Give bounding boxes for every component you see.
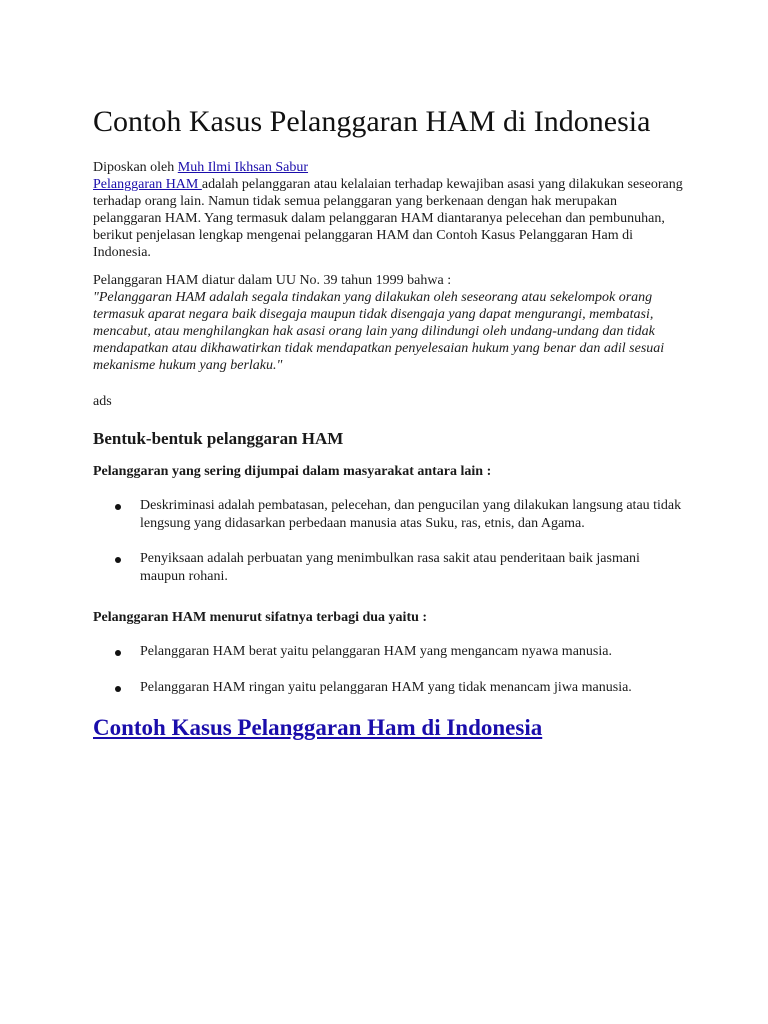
list-item-text: Pelanggaran HAM ringan yaitu pelanggaran HAM yang tidak menancam jiwa manusia. <box>140 679 632 695</box>
page-title: Contoh Kasus Pelanggaran HAM di Indonesia <box>93 105 651 138</box>
pelanggaran-ham-link[interactable]: Pelanggaran HAM <box>93 177 202 192</box>
document-page <box>93 104 683 742</box>
intro-text: adalah pelanggaran atau kelalaian terhadap kewajiban asasi yang dilakukan seseorang terhadap orang lain. Namun tidak semua pelanggaran yang berkenaan dengan hak merupakan pelanggaran HAM. Yang termasuk dalam pelanggaran HAM diantaranya pelecehan dan pembunuhan, berikut penjelasan lengkap mengenai pelanggaran HAM dan Contoh Kasus Pelanggaran Ham di Indonesia. <box>93 177 683 260</box>
byline-prefix: Diposkan oleh <box>93 160 178 175</box>
list-item-text: Penyiksaan adalah perbuatan yang menimbulkan rasa sakit atau penderitaan baik jasmani maupun rohani. <box>140 551 640 584</box>
list-item <box>93 643 683 661</box>
contoh-kasus-link[interactable]: Contoh Kasus Pelanggaran Ham di Indonesia <box>93 715 543 740</box>
intro-paragraph <box>93 176 683 261</box>
list1-intro: Pelanggaran yang sering dijumpai dalam masyarakat antara lain : <box>93 464 492 479</box>
list2-intro: Pelanggaran HAM menurut sifatnya terbagi dua yaitu : <box>93 610 428 625</box>
bullet-icon <box>115 557 121 563</box>
ads-label: ads <box>93 394 112 409</box>
section-heading: Bentuk-bentuk pelanggaran HAM <box>93 429 344 448</box>
list-item-text: Pelanggaran HAM berat yaitu pelanggaran HAM yang mengancam nyawa manusia. <box>140 644 612 659</box>
bullet-icon <box>115 650 121 656</box>
list-violations-by-nature <box>93 643 683 696</box>
list-item <box>93 679 683 697</box>
bullet-icon <box>115 686 121 692</box>
byline <box>93 159 683 176</box>
bullet-icon <box>115 504 121 510</box>
bottom-heading <box>93 714 683 742</box>
list-violations-common <box>93 497 683 585</box>
author-link[interactable]: Muh Ilmi Ikhsan Sabur <box>177 160 309 175</box>
list-item <box>93 497 683 532</box>
law-quote: "Pelanggaran HAM adalah segala tindakan yang dilakukan oleh seseorang atau sekelompok orang termasuk aparat negara baik disegaja maupun tidak disengaja yang dapat mengurangi, membatasi, mencabut, atau menghilangkan hak asasi orang lain yang dilindungi oleh undang-undang dan tidak mendapatkan atau dikhawatirkan tidak mendapatkan penyelesaian hukum yang benar dan adil sesuai mekanisme hukum yang berlaku." <box>93 290 665 373</box>
law-text: Pelanggaran HAM diatur dalam UU No. 39 tahun 1999 bahwa : <box>93 273 452 288</box>
list-item <box>93 550 683 585</box>
list-item-text: Deskriminasi adalah pembatasan, pelecehan, dan pengucilan yang dilakukan langsung atau tidak lengsung yang didasarkan perbedaan manusia atas Suku, ras, etnis, dan Agama. <box>140 498 682 531</box>
